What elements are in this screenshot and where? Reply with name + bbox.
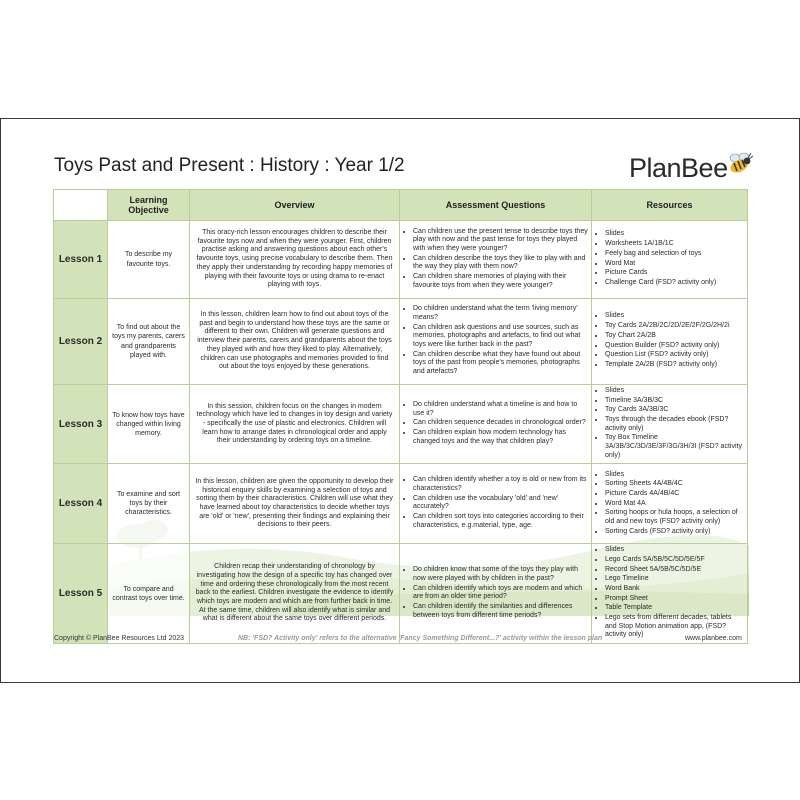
list-item: • Sorting Sheets 4A/4B/4C <box>605 480 744 489</box>
assessment-questions <box>400 221 592 299</box>
page-title: Toys Past and Present : History : Year 1/2 <box>54 155 405 176</box>
list-item: • Word Bank <box>605 585 744 594</box>
learning-objective: To compare and contrast toys over time. <box>108 544 190 644</box>
resources-list <box>592 544 748 644</box>
lesson-plan-page <box>0 118 800 683</box>
list-item: • Lego Cards 5A/5B/5C/5D/5E/5F <box>605 556 744 565</box>
overview-text: In this lesson, children learn how to find out about toys of the past and begin to understand how these toys are the same or different to their own. Children will generate questions and interview their parents, carers and grandparents about the toys they played with and how they liked to play. Alternatively, children can use photographs and memories provided to find out about the toys enjoyed by these generations. <box>190 299 400 385</box>
header-resources: Resources <box>592 190 748 221</box>
planbee-logo <box>629 149 755 189</box>
resources-list <box>592 299 748 385</box>
list-item: • Slides <box>605 230 744 239</box>
list-item: • Feely bag and selection of toys <box>605 250 744 259</box>
overview-text: In this lesson, children are given the opportunity to develop their historical enquiry skills by examining a selection of toys and sorting them by their characteristics. Children will use what they have learned about toy characteristics to decide whether toys are 'old' or 'new', presenting their findings and explaining their decisions to their peers. <box>190 464 400 544</box>
header-learning-objective: Learning Objective <box>108 190 190 221</box>
resources-list <box>592 221 748 299</box>
list-item: • Sorting Cards (FSD? activity only) <box>605 528 744 537</box>
lesson-label: Lesson 5 <box>54 544 108 644</box>
list-item: • Picture Cards <box>605 269 744 278</box>
list-item: • Toy Box Timeline 3A/3B/3C/3D/3E/3F/3G/3H/3I (FSD? activity only) <box>605 434 744 460</box>
resources-list <box>592 385 748 464</box>
fsd-note: NB: 'FSD? Activity only' refers to the alternative 'Fancy Something Different...?' activity within the lesson plan <box>238 635 603 642</box>
assessment-questions <box>400 385 592 464</box>
table-row <box>54 299 748 385</box>
list-item: • Toys through the decades ebook (FSD? activity only) <box>605 416 744 433</box>
list-item: • Picture Cards 4A/4B/4C <box>605 490 744 499</box>
bee-icon <box>725 149 755 179</box>
list-item: • Can children describe the toys they like to play with and the way they play with them now? <box>413 255 588 272</box>
learning-objective: To find out about the toys my parents, carers and grandparents played with. <box>108 299 190 385</box>
overview-text: Children recap their understanding of chronology by investigating how the design of a specific toy has changed over time and ordering these chronologically from the most recent back to the earliest. Children investigate the evidence to identify which toys are modern and which are from further back in time. At the same time, children will also identify what is similar and what is different about the same toys over different periods. <box>190 544 400 644</box>
list-item: • Can children use the vocabulary 'old' and 'new' accurately? <box>413 495 588 512</box>
logo-text: PlanBee <box>629 153 728 183</box>
list-item: • Challenge Card (FSD? activity only) <box>605 279 744 288</box>
list-item: • Slides <box>605 387 744 396</box>
overview-text: This oracy-rich lesson encourages children to describe their favourite toys now and when they were younger. First, children practise asking and answering questions about each other's favourite toys, using precise vocabulary to describe them. Then they apply their understanding by recording happy memories of playing with their favourite toys or using drama to re-enact playing with toys. <box>190 221 400 299</box>
table-header-row <box>54 190 748 221</box>
assessment-questions <box>400 464 592 544</box>
lesson-label: Lesson 3 <box>54 385 108 464</box>
list-item: • Can children identify whether a toy is old or new from its characteristics? <box>413 476 588 493</box>
list-item: • Lego sets from different decades, tablets and Stop Motion animation app, (FSD? activity only) <box>605 614 744 640</box>
list-item: • Question Builder (FSD? activity only) <box>605 342 744 351</box>
overview-text: In this session, children focus on the changes in modern technology which have led to changes in toy design and variety - specifically the use of plastic and electronics. Children will learn how to arrange dates in chronological order and apply their understanding by ordering toys on a timeline. <box>190 385 400 464</box>
list-item: • Can children identify the similarities and differences between toys from different time periods? <box>413 603 588 620</box>
list-item: • Slides <box>605 471 744 480</box>
list-item: • Slides <box>605 312 744 321</box>
list-item: • Word Mat <box>605 260 744 269</box>
table-row <box>54 544 748 644</box>
lesson-label: Lesson 1 <box>54 221 108 299</box>
lesson-label: Lesson 4 <box>54 464 108 544</box>
assessment-questions <box>400 544 592 644</box>
resources-list <box>592 464 748 544</box>
list-item: • Can children explain how modern technology has changed toys and the way that children play? <box>413 429 588 446</box>
list-item: • Sorting hoops or hula hoops, a selection of old and new toys (FSD? activity only) <box>605 509 744 526</box>
copyright-text: Copyright © PlanBee Resources Ltd 2023 <box>54 635 185 642</box>
learning-objective: To know how toys have changed within living memory. <box>108 385 190 464</box>
header-blank-cell <box>54 190 108 221</box>
table-row <box>54 385 748 464</box>
list-item: • Can children use the present tense to describe toys they play with now and the past tense for toys they played with when they were younger? <box>413 228 588 254</box>
list-item: • Toy Chart 2A/2B <box>605 332 744 341</box>
list-item: • Toy Cards 3A/3B/3C <box>605 406 744 415</box>
list-item: • Prompt Sheet <box>605 595 744 604</box>
website-link[interactable]: www.planbee.com <box>685 635 742 642</box>
list-item: • Do children know that some of the toys they play with now were played with by children in the past? <box>413 566 588 583</box>
list-item: • Template 2A/2B (FSD? activity only) <box>605 361 744 370</box>
table-row <box>54 464 748 544</box>
assessment-questions <box>400 299 592 385</box>
list-item: • Table Template <box>605 604 744 613</box>
list-item: • Slides <box>605 546 744 555</box>
list-item: • Can children share memories of playing with their favourite toys from when they were younger? <box>413 273 588 290</box>
list-item: • Toy Cards 2A/2B/2C/2D/2E/2F/2G/2H/2i <box>605 322 744 331</box>
list-item: • Can children ask questions and use sources, such as memories, photographs and artefacts, to find out what toys were like further back in the past? <box>413 324 588 350</box>
list-item: • Can children identify which toys are modern and which are from an older time period? <box>413 585 588 602</box>
list-item: • Timeline 3A/3B/3C <box>605 397 744 406</box>
list-item: • Can children sort toys into categories according to their characteristics, e.g.material, type, age. <box>413 513 588 530</box>
lesson-label: Lesson 2 <box>54 299 108 385</box>
list-item: • Word Mat 4A <box>605 500 744 509</box>
table-row <box>54 221 748 299</box>
header-overview: Overview <box>190 190 400 221</box>
lesson-plan-table <box>53 189 748 644</box>
list-item: • Lego Timeline <box>605 575 744 584</box>
list-item: • Do children understand what the term 'living memory' means? <box>413 305 588 322</box>
list-item: • Can children describe what they have found out about toys of the past from people's memories, photographs and artefacts? <box>413 351 588 377</box>
list-item: • Question List (FSD? activity only) <box>605 351 744 360</box>
list-item: • Worksheets 1A/1B/1C <box>605 240 744 249</box>
list-item: • Do children understand what a timeline is and how to use it? <box>413 401 588 418</box>
list-item: • Record Sheet 5A/5B/5C/5D/5E <box>605 566 744 575</box>
learning-objective: To examine and sort toys by their characteristics. <box>108 464 190 544</box>
learning-objective: To describe my favourite toys. <box>108 221 190 299</box>
list-item: • Can children sequence decades in chronological order? <box>413 419 588 428</box>
header-assessment-questions: Assessment Questions <box>400 190 592 221</box>
